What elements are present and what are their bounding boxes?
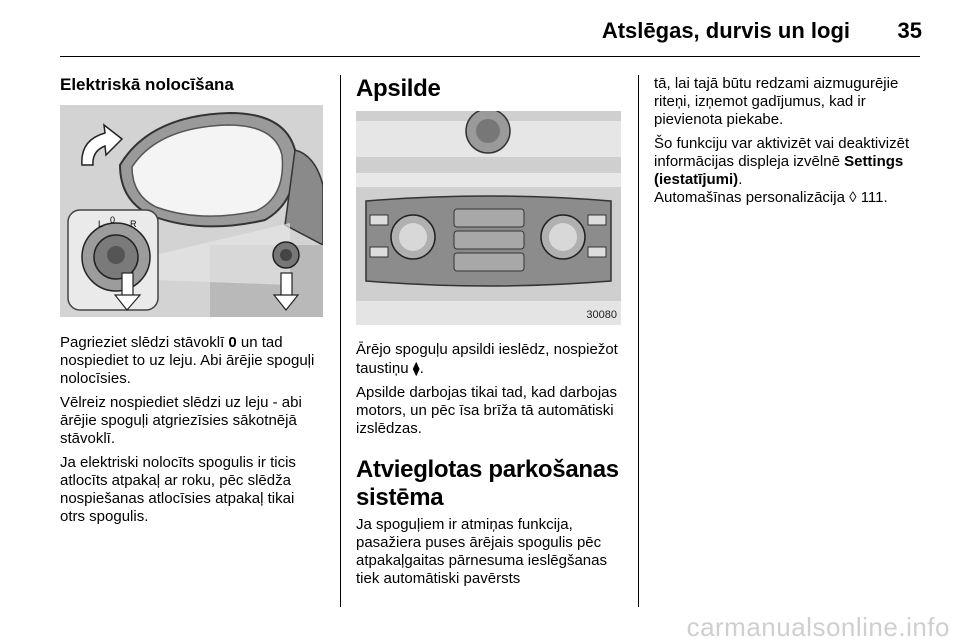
text-span: un tad nospiediet to uz leju. Abi ārējie spoguļi nolocīsies.	[60, 334, 315, 387]
menu-item-label: Settings (iestatījumi)	[654, 153, 904, 188]
section-heading: Elektriskā nolocīšana	[60, 75, 234, 94]
column-divider	[340, 75, 341, 607]
paragraph: Ja elektriski nolocīts spogulis ir ticis atlocīts atpakaļ ar roku, pēc slēdža nospiešanas atlocīsies atpakaļ tikai otrs spogulis.	[60, 454, 296, 525]
figure-number: 30080	[586, 309, 617, 321]
column-1	[60, 75, 323, 526]
page-header-title: Atslēgas, durvis un logi	[601, 18, 850, 43]
paragraph	[654, 135, 924, 207]
text-span: .	[738, 171, 743, 188]
header-divider	[60, 56, 920, 57]
paragraph	[60, 334, 323, 388]
climate-panel-illustration	[356, 111, 621, 325]
paragraph: tā, lai tajā būtu redzami aizmugurējie riteņi, izņemot gadījumus, kad ir pievienota piekabe.	[654, 75, 899, 128]
bold-text: 0	[228, 334, 237, 351]
text-span: .	[419, 360, 424, 377]
heated-mirror-icon: ⧫	[412, 360, 420, 376]
text-span: Pagrieziet slēdzi stāvoklī	[60, 334, 229, 351]
page-number: 35	[897, 18, 922, 43]
column-divider	[638, 75, 639, 607]
paragraph: Vēlreiz nospiediet slēdzi uz leju - abi ārējie spoguļi atgriezīsies sākotnējā stāvoklī.	[60, 394, 302, 447]
paragraph: Apsilde darbojas tikai tad, kad darbojas motors, un pēc īsa brīža tā automātiski izslēdzas.	[356, 384, 617, 437]
paragraph	[356, 341, 621, 378]
watermark: carmanualsonline.info	[686, 612, 950, 642]
section-heading: Atvieglotas parkošanas sistēma	[356, 456, 619, 511]
svg-text:R: R	[130, 219, 137, 229]
paragraph: Ja spoguļiem ir atmiņas funkcija, pasažiera puses ārējais spogulis pēc atpakaļgaitas pārnesuma ieslēgšanas tiek automātiski pavērsts	[356, 516, 607, 587]
page-reference-icon: ◊	[849, 189, 857, 206]
text-span: Ārējo spoguļu apsildi ieslēdz, nospiežot taustiņu	[356, 341, 618, 377]
svg-text:L: L	[98, 219, 104, 229]
column-3	[654, 75, 924, 207]
svg-text:0: 0	[110, 215, 116, 225]
section-heading: Apsilde	[356, 75, 441, 102]
page-reference: 111.	[856, 189, 888, 206]
mirror-illustration	[60, 105, 323, 317]
text-span: Automašīnas personalizācija	[654, 189, 850, 206]
column-2	[356, 75, 621, 588]
text-span: Šo funkciju var aktivizēt vai deaktivizēt informācijas displeja izvēlnē	[654, 135, 910, 170]
